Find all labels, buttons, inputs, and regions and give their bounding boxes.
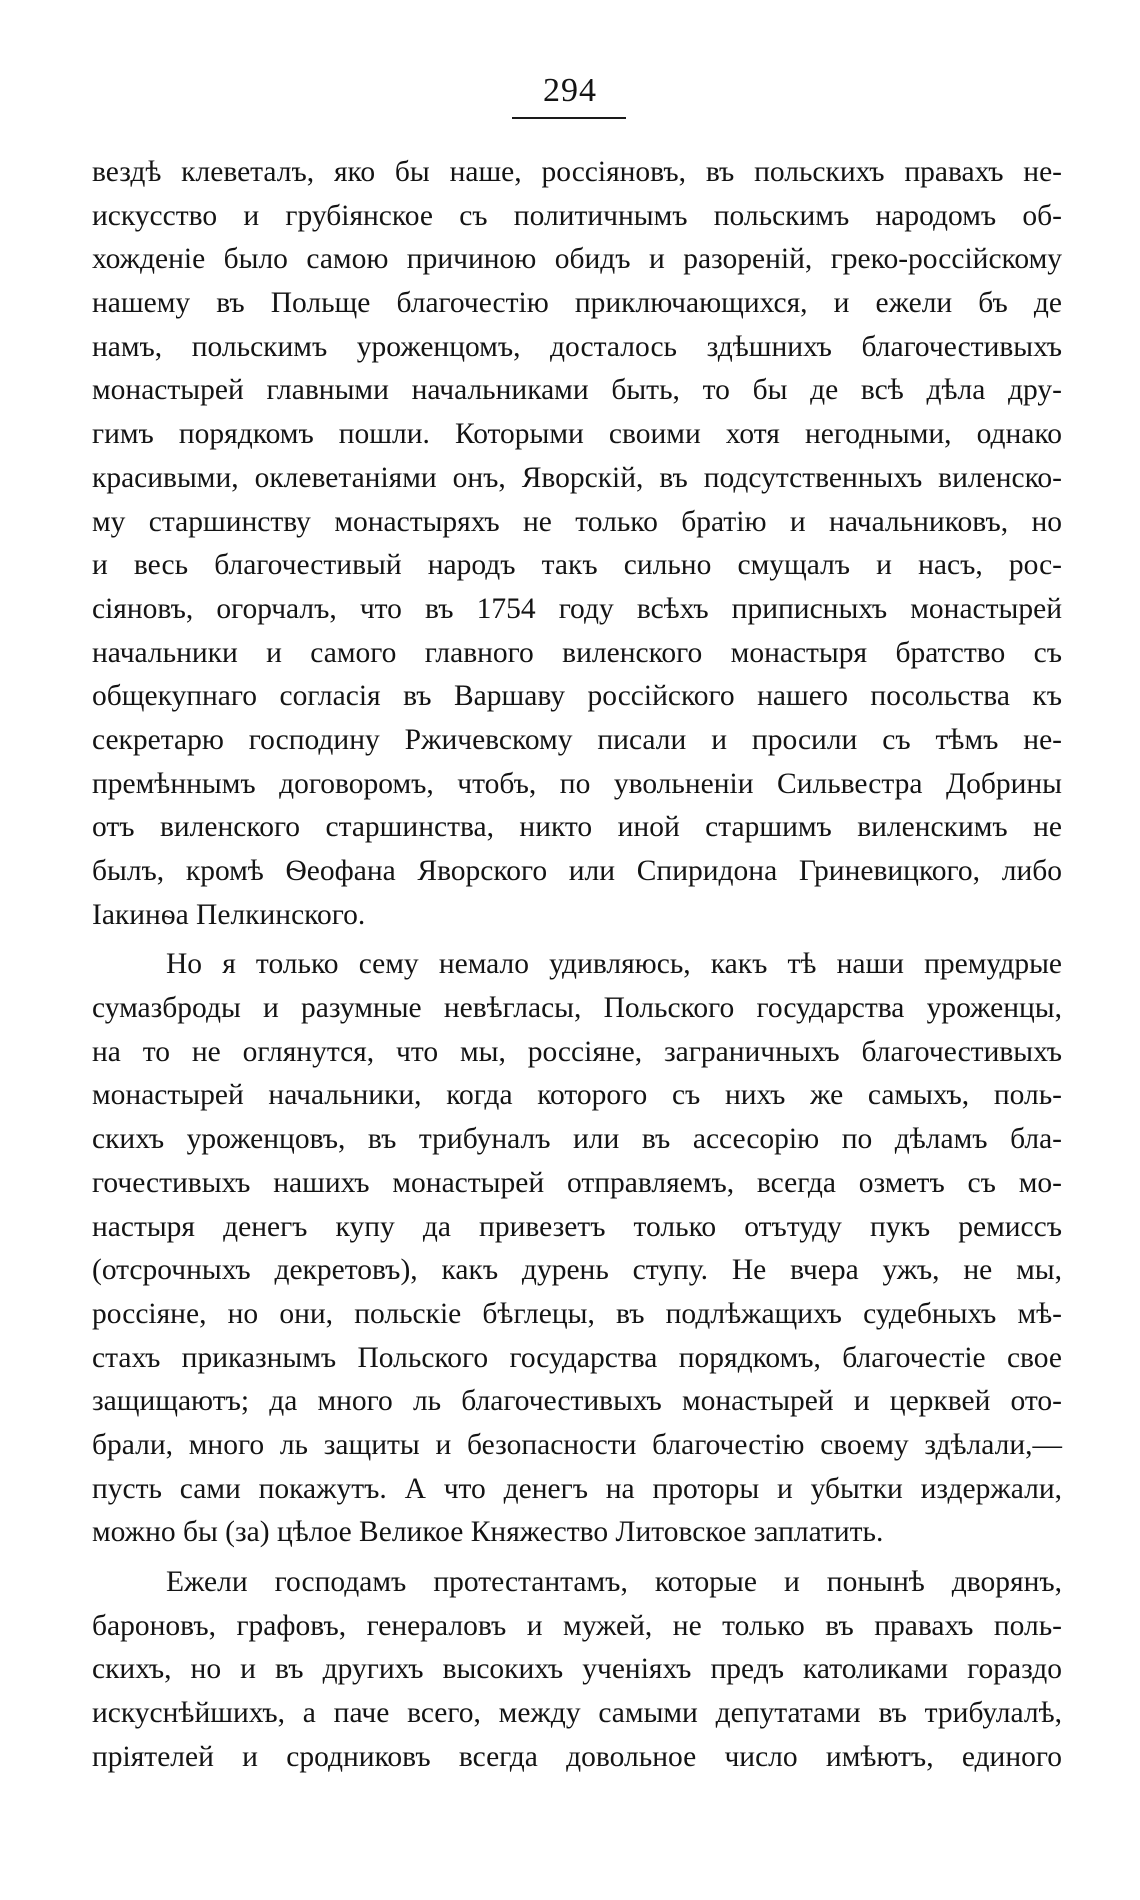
paragraph-2: [92, 943, 1062, 1555]
text-line: гочестивыхъ нашихъ монастырей отправляемъ, всегда озметъ съ мо-: [92, 1166, 1062, 1199]
text-line: отъ виленского старшинства, никто иной старшимъ виленскимъ не: [92, 811, 1062, 844]
text-line: пусть сами покажутъ. А что денегъ на проторы и убытки издержали,: [92, 1472, 1062, 1505]
text-line: можно бы (за) цѣлое Великое Княжество Литовское заплатить.: [92, 1516, 884, 1549]
body-text: [92, 151, 1062, 1779]
text-line: искусство и грубiянское съ политичнымъ польскимъ народомъ об-: [92, 199, 1062, 232]
text-line: и весь благочестивый народъ такъ сильно смущалъ и насъ, рос-: [92, 549, 1062, 582]
text-line: на то не оглянутся, что мы, россiяне, заграничныхъ благочестивыхъ: [92, 1035, 1062, 1068]
text-line: красивыми, оклеветанiями онъ, Яворскiй, въ подсутственныхъ виленско-: [92, 461, 1062, 494]
text-line: (отсрочныхъ декретовъ), какъ дурень ступу. Не вчера ужъ, не мы,: [92, 1254, 1062, 1287]
paragraph-3: [92, 1561, 1062, 1779]
text-line: былъ, кромѣ Ѳеофана Яворского или Спиридона Гриневицкого, либо: [92, 855, 1062, 887]
text-line: начальники и самого главного виленского монастыря братство съ: [92, 636, 1062, 669]
text-line: намъ, польскимъ уроженцомъ, досталось здѣшнихъ благочестивыхъ: [92, 330, 1062, 363]
text-line: секретарю господину Ржичевскому писали и просили съ тѣмъ не-: [92, 723, 1062, 756]
text-line: Iакинѳа Пелкинского.: [92, 898, 366, 931]
text-line: россiяне, но они, польскiе бѣглецы, въ подлѣжащихъ судебныхъ мѣ-: [92, 1297, 1062, 1330]
text-line: брали, много ль защиты и безопасности благочестiю своему здѣлали,—: [92, 1428, 1062, 1461]
text-line: му старшинству монастыряхъ не только братiю и начальниковъ, но: [92, 505, 1062, 538]
paragraph-1: [92, 151, 1062, 937]
text-line: вездѣ клеветалъ, яко бы наше, россiяновъ, въ польскихъ правахъ не-: [92, 156, 1062, 188]
text-line: премѣннымъ договоромъ, чтобъ, по увольненiи Сильвестра Добрины: [92, 767, 1062, 800]
text-line: монастырей начальники, когда которого съ нихъ же самыхъ, поль-: [92, 1079, 1062, 1112]
text-line: скихъ, но и въ другихъ высокихъ ученiяхъ предъ католиками гораздо: [92, 1653, 1062, 1686]
text-line: настыря денегъ купу да привезетъ только отътуду пукъ ремиссъ: [92, 1210, 1062, 1243]
text-line: искуснѣйшихъ, а паче всего, между самыми депутатами въ трибулалѣ,: [92, 1697, 1062, 1730]
page-number-rule: [512, 117, 626, 119]
text-line: нашему въ Польще благочестiю приключающихся, и ежели бъ де: [92, 287, 1062, 320]
text-line: скихъ уроженцовъ, въ трибуналъ или въ ассесорiю по дѣламъ бла-: [92, 1123, 1062, 1156]
page-number: 294: [543, 72, 597, 109]
text-line: сумазброды и разумные невѣгласы, Польского государства уроженцы,: [92, 992, 1062, 1025]
text-line: стахъ приказнымъ Польского государства порядкомъ, благочестiе свое: [92, 1341, 1062, 1374]
text-line: общекупнаго согласiя въ Варшаву россiйского нашего посольства къ: [92, 680, 1062, 713]
text-line: гимъ порядкомъ пошли. Которыми своими хотя негодными, однако: [92, 418, 1062, 451]
text-line: хожденiе было самою причиною обидъ и разоренiй, греко-россiйскому: [92, 243, 1062, 276]
text-line: монастырей главными начальниками быть, то бы де всѣ дѣла дру-: [92, 374, 1062, 407]
text-line: бароновъ, графовъ, генераловъ и мужей, не только въ правахъ поль-: [92, 1609, 1062, 1642]
text-line: Ежели господамъ протестантамъ, которые и понынѣ дворянъ,: [166, 1566, 1062, 1598]
text-line: Но я только сему немало удивляюсь, какъ тѣ наши премудрые: [166, 948, 1062, 981]
text-line: защищаютъ; да много ль благочестивыхъ монастырей и церквей ото-: [92, 1385, 1062, 1418]
text-line: прiятелей и сродниковъ всегда довольное число имѣютъ, единого: [92, 1740, 1062, 1773]
text-line: сiяновъ, огорчалъ, что въ 1754 году всѣхъ приписныхъ монастырей: [92, 592, 1062, 625]
